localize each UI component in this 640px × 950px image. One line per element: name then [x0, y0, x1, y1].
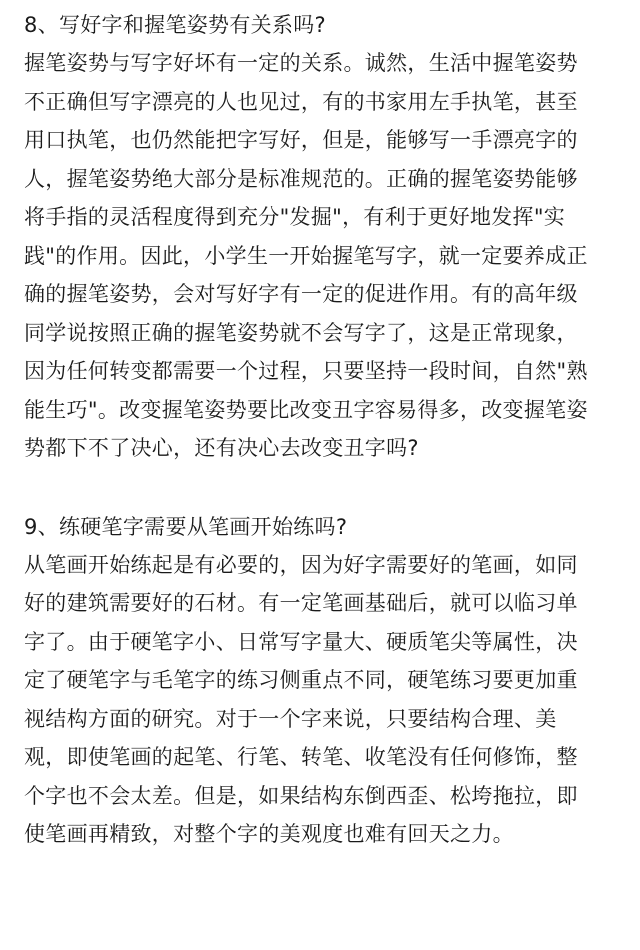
qa-section-8 — [24, 6, 624, 468]
text-line: 从笔画开始练起是有必要的，因为好字需要好的笔画，如同 — [24, 552, 578, 577]
answer-paragraph — [24, 546, 624, 854]
question-heading: 9、练硬笔字需要从笔画开始练吗? — [24, 514, 348, 539]
question-heading: 8、写好字和握笔姿势有关系吗? — [24, 13, 327, 37]
text-line: 观，即使笔画的起笔、行笔、转笔、收笔没有任何修饰，整 — [24, 745, 578, 769]
text-line: 握笔姿势与写字好坏有一定的关系。诚然，生活中握笔姿势 — [24, 51, 578, 75]
text-line: 因为任何转变都需要一个过程，只要坚持一段时间，自然"熟 — [24, 359, 588, 383]
text-line: 不正确但写字漂亮的人也见过，有的书家用左手执笔，甚至 — [24, 89, 578, 114]
text-line: 好的建筑需要好的石材。有一定笔画基础后，就可以临习单 — [24, 591, 578, 615]
text-line: 人，握笔姿势绝大部分是标准规范的。正确的握笔姿势能够 — [24, 166, 578, 191]
text-line: 字了。由于硬笔字小、日常写字量大、硬质笔尖等属性，决 — [24, 629, 578, 654]
text-line: 同学说按照正确的握笔姿势就不会写字了，这是正常现象， — [24, 320, 578, 345]
text-line: 个字也不会太差。但是，如果结构东倒西歪、松垮拖拉，即 — [24, 783, 578, 808]
answer-paragraph — [24, 44, 624, 468]
qa-section-9 — [24, 508, 624, 854]
text-line: 使笔画再精致，对整个字的美观度也难有回天之力。 — [24, 822, 514, 846]
text-line: 践"的作用。因此，小学生一开始握笔写字，就一定要养成正 — [24, 243, 588, 268]
text-line: 将手指的灵活程度得到充分"发掘"，有利于更好地发挥"实 — [24, 205, 566, 229]
text-line: 能生巧"。改变握笔姿势要比改变丑字容易得多，改变握笔姿 — [24, 397, 588, 422]
text-line: 视结构方面的研究。对于一个字来说，只要结构合理、美 — [24, 706, 557, 731]
text-line: 定了硬笔字与毛笔字的练习侧重点不同，硬笔练习要更加重 — [24, 668, 578, 692]
article-body — [24, 6, 624, 854]
text-line: 势都下不了决心，还有决心去改变丑字吗? — [24, 436, 419, 460]
text-line: 确的握笔姿势，会对写好字有一定的促进作用。有的高年级 — [24, 282, 578, 306]
text-line: 用口执笔，也仍然能把字写好，但是，能够写一手漂亮字的 — [24, 128, 578, 152]
